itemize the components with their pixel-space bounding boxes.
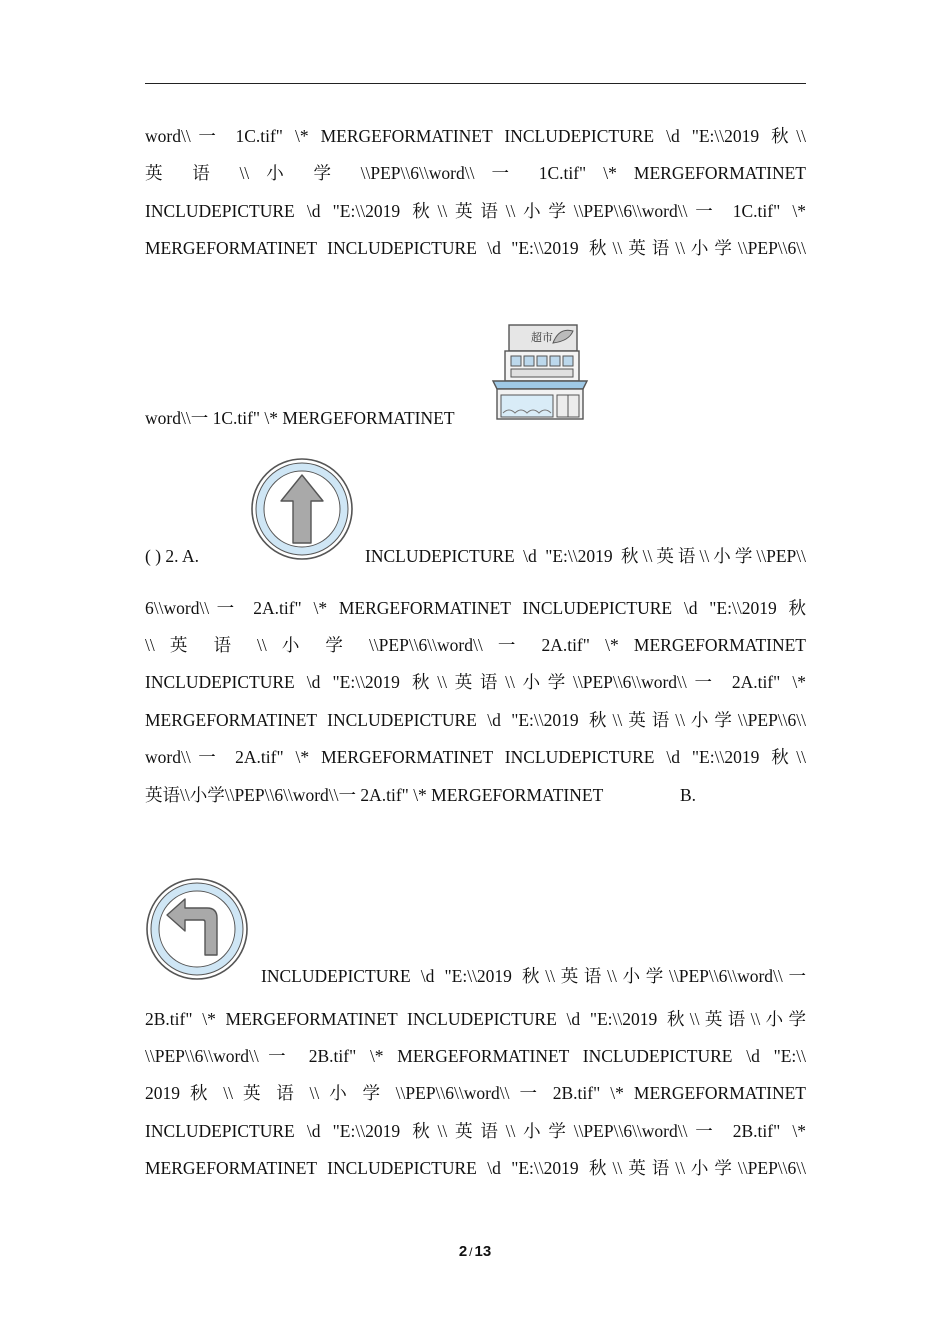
- text-line: 6\\word\\一 2A.tif" \* MERGEFORMATINET INCLUDEPICTURE \d "E:\\2019 秋: [145, 598, 806, 618]
- page-current: 2: [458, 1243, 468, 1260]
- page-total: 13: [474, 1243, 492, 1260]
- text-line: \\PEP\\6\\word\\一 2B.tif" \* MERGEFORMATINET INCLUDEPICTURE \d "E:\\: [145, 1046, 806, 1066]
- text-line: MERGEFORMATINET INCLUDEPICTURE \d "E:\\2019 秋\\英语\\小学\\PEP\\6\\: [145, 710, 806, 730]
- text-line: 英语\\小学\\PEP\\6\\word\\一 2A.tif" \* MERGEFORMATINET: [145, 785, 604, 805]
- text-line: INCLUDEPICTURE \d "E:\\2019 秋\\英语\\小学\\PEP\\6\\word\\一 1C.tif" \*: [145, 201, 806, 221]
- text-line: INCLUDEPICTURE \d "E:\\2019 秋\\英语\\小学\\PEP\\6\\word\\一: [261, 966, 806, 986]
- text-line: MERGEFORMATINET INCLUDEPICTURE \d "E:\\2019 秋\\英语\\小学\\PEP\\6\\: [145, 238, 806, 258]
- text-line: word\\一 1C.tif" \* MERGEFORMATINET: [145, 408, 455, 428]
- text-line: word\\一 1C.tif" \* MERGEFORMATINET INCLUDEPICTURE \d "E:\\2019 秋\\: [145, 126, 806, 146]
- text-line: 2B.tif" \* MERGEFORMATINET INCLUDEPICTURE \d "E:\\2019 秋\\英语\\小学: [145, 1009, 806, 1029]
- text-line: INCLUDEPICTURE \d "E:\\2019 秋\\英语\\小学\\PEP\\6\\word\\一 2A.tif" \*: [145, 672, 806, 692]
- text-line: \\ 英 语 \\ 小 学 \\PEP\\6\\word\\ 一 2A.tif" \* MERGEFORMATINET: [145, 635, 806, 655]
- go-straight-arrow-sign-icon: [249, 457, 355, 563]
- page-separator: /: [469, 1245, 473, 1259]
- text-line: INCLUDEPICTURE \d "E:\\2019 秋\\英语\\小学\\PEP\\: [365, 546, 806, 566]
- text-line: MERGEFORMATINET INCLUDEPICTURE \d "E:\\2019 秋\\英语\\小学\\PEP\\6\\: [145, 1158, 806, 1178]
- page-number: [0, 1243, 950, 1260]
- option-b-label: B.: [680, 785, 697, 805]
- text-line: 英 语 \\ 小 学 \\PEP\\6\\word\\ 一 1C.tif" \* MERGEFORMATINET: [145, 163, 806, 183]
- header-rule: [145, 83, 806, 84]
- text-line: 2019 秋 \\ 英 语 \\ 小 学 \\PEP\\6\\word\\ 一 2B.tif" \* MERGEFORMATINET: [145, 1083, 806, 1103]
- supermarket-building-icon: [491, 323, 589, 421]
- text-line: INCLUDEPICTURE \d "E:\\2019 秋\\英语\\小学\\PEP\\6\\word\\一 2B.tif" \*: [145, 1121, 806, 1141]
- question-number: ( ) 2. A.: [145, 546, 199, 566]
- text-line: word\\一 2A.tif" \* MERGEFORMATINET INCLUDEPICTURE \d "E:\\2019 秋\\: [145, 747, 806, 767]
- turn-left-arrow-sign-icon: [145, 877, 251, 983]
- supermarket-sign-label: 超市: [531, 331, 553, 344]
